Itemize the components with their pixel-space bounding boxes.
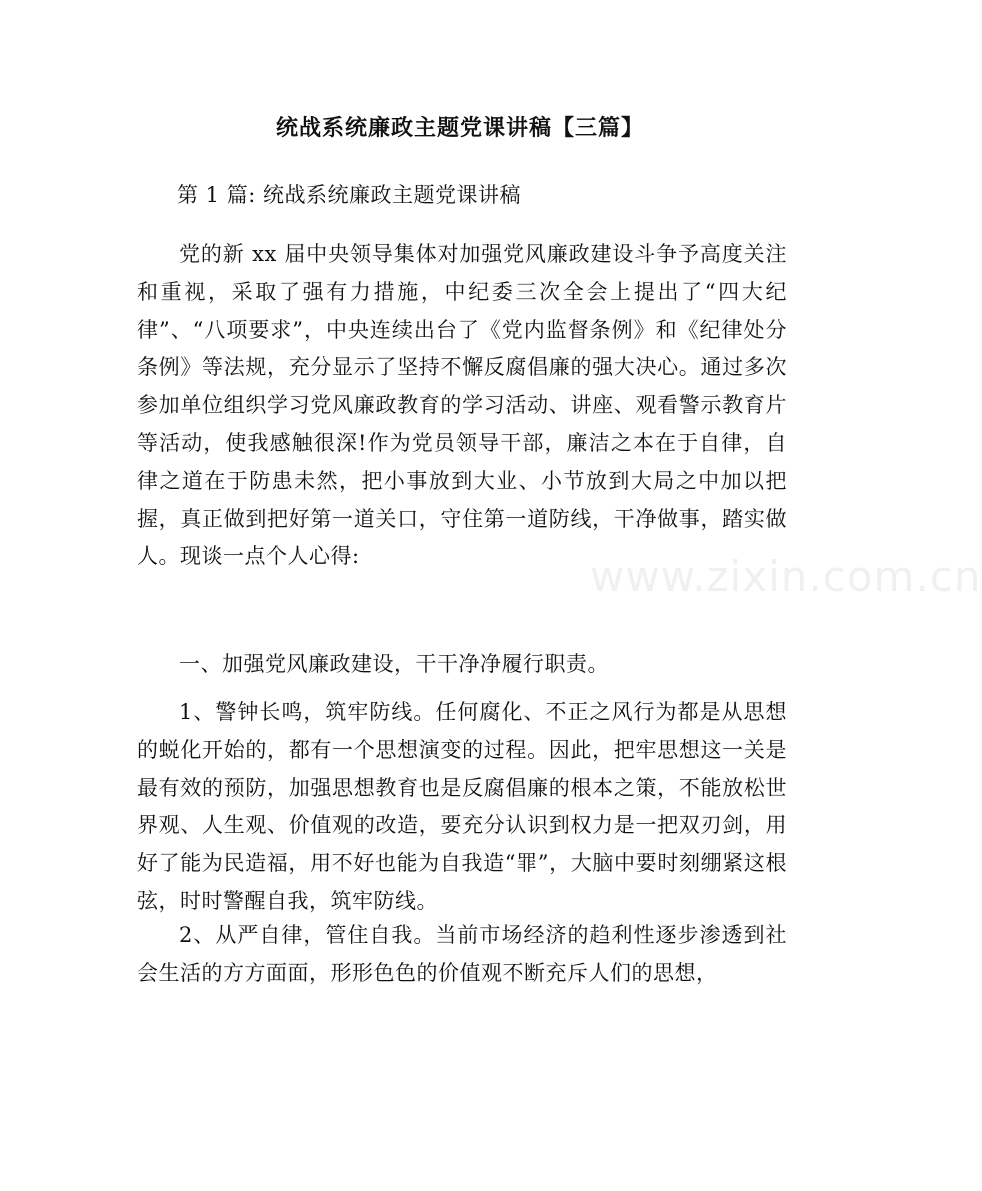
body-paragraph: 1、警钟长鸣，筑牢防线。任何腐化、不正之风行为都是从思想的蜕化开始的，都有一个思想演变的过程。因此，把牢思想这一关是最有效的预防，加强思想教育也是反腐倡廉的根本之策，不能放松世界观、人生观、价值观的改造，要充分认识到权力是一把双刃剑，用好了能为民造福，用不好也能为自我造“罪”，大脑中要时刻绷紧这根弦，时时警醒自我，筑牢防线。	[137, 700, 787, 913]
section-heading: 一、加强党风廉政建设，干干净净履行职责。	[179, 652, 609, 676]
body-paragraph: 党的新 xx 届中央领导集体对加强党风廉政建设斗争予高度关注和重视，采取了强有力措施，中纪委三次全会上提出了“四大纪律”、“八项要求”，中央连续出台了《党内监督条例》和《纪律处分条例》等法规，充分显示了坚持不懈反腐倡廉的强大决心。通过多次参加单位组织学习党风廉政教育的学习活动、讲座、观看警示教育片等活动，使我感触很深!作为党员领导干部，廉洁之本在于自律，自律之道在于防患未然，把小事放到大业、小节放到大局之中加以把握，真正做到把好第一道关口，守住第一道防线，干净做事，踏实做人。现谈一点个人心得:	[137, 242, 787, 569]
article-subtitle: 第 1 篇: 统战系统廉政主题党课讲稿	[177, 183, 521, 207]
document-title: 统战系统廉政主题党课讲稿【三篇】	[275, 116, 644, 141]
body-paragraph: 2、从严自律，管住自我。当前市场经济的趋利性逐步渗透到社会生活的方方面面，形形色色的价值观不断充斥人们的思想，	[137, 923, 787, 985]
watermark: www.zixin.com.cn	[590, 552, 982, 601]
